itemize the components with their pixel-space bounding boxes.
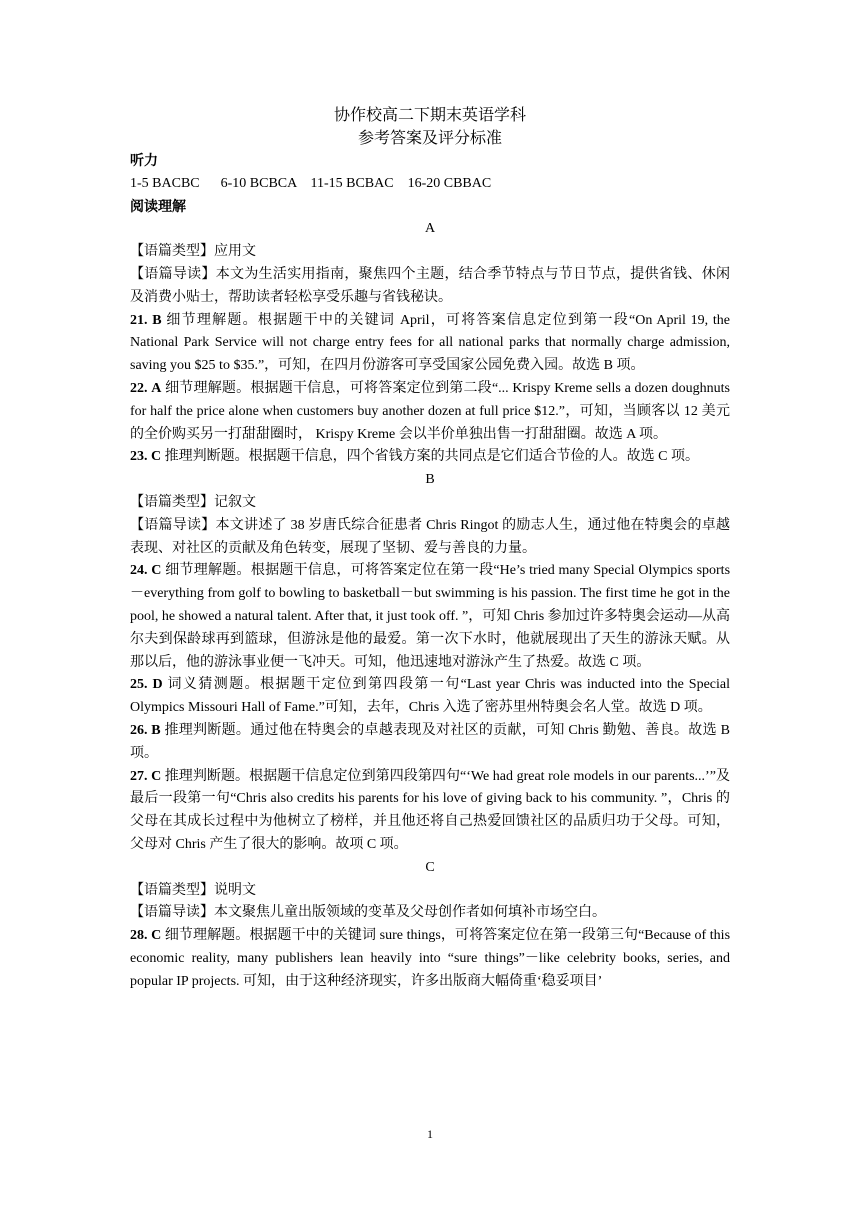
explanation: 细节理解题。根据题干信息，可将答案定位到第二段“... Krispy Kreme sells a dozen doughnuts for half the price alone when customers buy another dozen at full price $12.”，可知，当顾客以 12 美元的全价购买另一打甜甜圈时， Krispy Kreme 会以半价单独出售一打甜甜圈。故选 A 项。 <box>130 380 730 442</box>
listening-heading: 听力 <box>130 153 158 169</box>
answer-item-23 <box>130 446 730 469</box>
answer-letter: C <box>151 768 162 784</box>
answer-letter: D <box>152 677 163 693</box>
text-type-c: 【语篇类型】说明文 <box>130 882 256 898</box>
answer-letter: C <box>151 928 162 944</box>
text-type-a: 【语篇类型】应用文 <box>130 244 256 260</box>
answer-letter: C <box>151 563 162 579</box>
explanation: 推理判断题。根据题干信息，四个省钱方案的共同点是它们适合节俭的人。故选 C 项。 <box>164 449 699 465</box>
question-number: 23. <box>130 449 148 465</box>
question-number: 25. <box>130 677 148 693</box>
answer-letter: B <box>152 312 162 328</box>
text-guide-b: 【语篇导读】本文讲述了 38 岁唐氏综合征患者 Chris Ringot 的励志人生，通过他在特奥会的卓越表现、对社区的贡献及角色转变，展现了坚韧、爱与善良的力量。 <box>130 517 730 556</box>
text-guide-a: 【语篇导读】本文为生活实用指南，聚焦四个主题，结合季节特点与节日节点，提供省钱、休闲及消费小贴士，帮助读者轻松享受乐趣与省钱秘诀。 <box>130 266 730 305</box>
answer-item-26 <box>130 720 730 766</box>
question-number: 27. <box>130 768 148 784</box>
section-letter-a: A <box>424 221 436 237</box>
question-number: 26. <box>130 722 148 738</box>
text-type-b: 【语篇类型】记叙文 <box>130 494 256 510</box>
answer-item-28 <box>130 925 730 993</box>
answer-item-21 <box>130 310 730 378</box>
page-number: 1 <box>427 1127 433 1141</box>
answer-item-24 <box>130 560 730 674</box>
listening-answers: 1-5 BACBC 6-10 BCBCA 11-15 BCBAC 16-20 CBBAC <box>130 175 492 191</box>
question-number: 22. <box>130 380 148 396</box>
answer-item-27 <box>130 766 730 857</box>
answer-letter: A <box>151 380 162 396</box>
answer-letter: B <box>151 722 161 738</box>
answer-item-22 <box>130 378 730 446</box>
explanation: 细节理解题。根据题干信息，可将答案定位在第一段“He’s tried many Special Olympics sports－everything from golf to bowling to basketball－but swimming is his passion. The first time he got in the pool, he showed a natural talent. After that, it just took off. ”，可知 Chris 参加过许多特奥会运动—从高尔夫到保龄球再到篮球，但游泳是他的最爱。第一次下水时，他就展现出了天生的游泳天赋。从那以后，他的游泳事业便一飞冲天。可知，他迅速地对游泳产生了热爱。故选 C 项。 <box>130 563 731 670</box>
answer-item-25 <box>130 674 730 720</box>
explanation: 推理判断题。通过他在特奥会的卓越表现及对社区的贡献，可知 Chris 勤勉、善良。故选 B 项。 <box>130 722 730 761</box>
explanation: 细节理解题。根据题干中的关键词 sure things，可将答案定位在第一段第三句“Because of this economic reality, many publishers lean heavily into “sure things”－like celebrity books, series, and popular IP projects. 可知，由于这种经济现实，许多出版商大幅倚重‘稳妥项目’ <box>130 928 731 989</box>
reading-heading: 阅读理解 <box>130 198 186 215</box>
explanation: 推理判断题。根据题干信息定位到第四段第四句“‘We had great role models in our parents...’”及最后一段第一句“Chris also credits his parents for his love of giving back to his community. ”，Chris 的父母在其成长过程中为他树立了榜样，并且他还将自己热爱回馈社区的品质归功于父母。可知，父母对 Chris 产生了很大的影响。故项 C 项。 <box>130 768 730 852</box>
answer-letter: C <box>151 449 162 465</box>
document-subtitle: 参考答案及评分标准 <box>357 130 502 147</box>
section-letter-c: C <box>425 859 435 875</box>
explanation: 细节理解题。根据题干中的关键词 April，可将答案信息定位到第一段“On April 19, the National Park Service will not charge entry fees for all national parks that normally charge admission, saving you $25 to $35.”，可知，在四月份游客可享受国家公园免费入园。故选 B 项。 <box>130 312 731 374</box>
question-number: 28. <box>130 928 148 944</box>
document-body <box>130 104 730 993</box>
question-number: 21. <box>130 312 148 328</box>
explanation: 词义猜测题。根据题干定位到第四段第一句“Last year Chris was inducted into the Special Olympics Missouri Hall of Fame.”可知，去年，Chris 入选了密苏里州特奥会名人堂。故选 D 项。 <box>130 677 730 716</box>
section-letter-b: B <box>425 472 435 488</box>
question-number: 24. <box>130 563 148 579</box>
text-guide-c: 【语篇导读】本文聚焦儿童出版领域的变革及父母创作者如何填补市场空白。 <box>130 905 606 921</box>
document-title: 协作校高二下期末英语学科 <box>333 107 526 124</box>
